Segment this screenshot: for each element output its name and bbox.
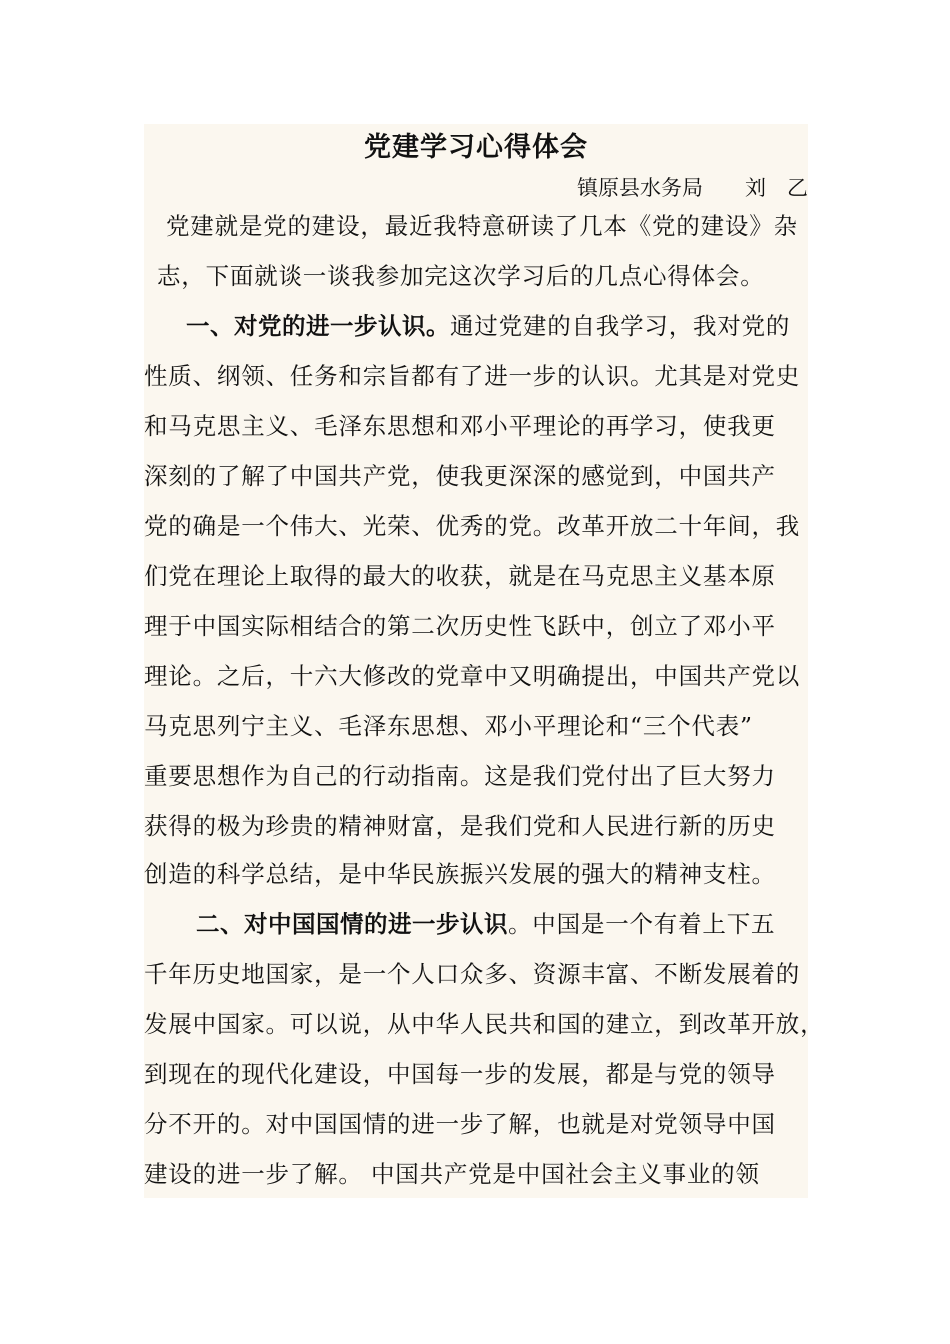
paragraph-line: 们党在理论上取得的最大的收获，就是在马克思主义基本原 <box>144 562 776 590</box>
paragraph-line: 深刻的了解了中国共产党，使我更深深的感觉到，中国共产 <box>144 462 776 490</box>
paragraph-line: 理于中国实际相结合的第二次历史性飞跃中，创立了邓小平 <box>144 612 776 640</box>
paragraph-line: 重要思想作为自己的行动指南。这是我们党付出了巨大努力 <box>144 762 776 790</box>
page-title: 党建学习心得体会 <box>364 132 588 163</box>
paragraph-line: 理论。之后，十六大修改的党章中又明确提出，中国共产党以 <box>144 662 801 690</box>
paragraph-text: 通过党建的自我学习，我对党的 <box>450 312 791 340</box>
paragraph-line: 志，下面就谈一谈我参加完这次学习后的几点心得体会。 <box>157 262 765 290</box>
section-heading-2: 二、对中国国情的进一步认识 <box>196 910 508 938</box>
paragraph-line: 分不开的。对中国国情的进一步了解，也就是对党领导中国 <box>144 1110 776 1138</box>
byline <box>577 173 808 203</box>
paragraph-line: 党的确是一个伟大、光荣、优秀的党。改革开放二十年间，我 <box>144 512 801 540</box>
paragraph-line: 建设的进一步了解。 中国共产党是中国社会主义事业的领 <box>144 1160 760 1188</box>
paragraph-line: 党建就是党的建设，最近我特意研读了几本《党的建设》杂 <box>166 212 798 240</box>
paragraph-text: 。中国是一个有着上下五 <box>508 910 776 938</box>
paragraph-line <box>196 906 775 942</box>
paragraph-line: 发展中国家。可以说，从中华人民共和国的建立，到改革开放， <box>144 1010 825 1038</box>
byline-author: 刘 乙 <box>745 176 808 200</box>
paragraph-line: 和马克思主义、毛泽东思想和邓小平理论的再学习，使我更 <box>144 412 776 440</box>
paragraph-line: 千年历史地国家，是一个人口众多、资源丰富、不断发展着的 <box>144 960 801 988</box>
paragraph-line <box>186 308 790 344</box>
paragraph-line: 马克思列宁主义、毛泽东思想、邓小平理论和“三个代表” <box>144 712 753 740</box>
paragraph-line: 性质、纲领、任务和宗旨都有了进一步的认识。尤其是对党史 <box>144 362 801 390</box>
paragraph-line: 获得的极为珍贵的精神财富，是我们党和人民进行新的历史 <box>144 812 776 840</box>
paragraph-line: 到现在的现代化建设，中国每一步的发展，都是与党的领导 <box>144 1060 776 1088</box>
section-heading-1: 一、对党的进一步认识。 <box>186 312 450 340</box>
byline-organization: 镇原县水务局 <box>577 176 703 200</box>
paragraph-line: 创造的科学总结，是中华民族振兴发展的强大的精神支柱。 <box>144 860 776 888</box>
